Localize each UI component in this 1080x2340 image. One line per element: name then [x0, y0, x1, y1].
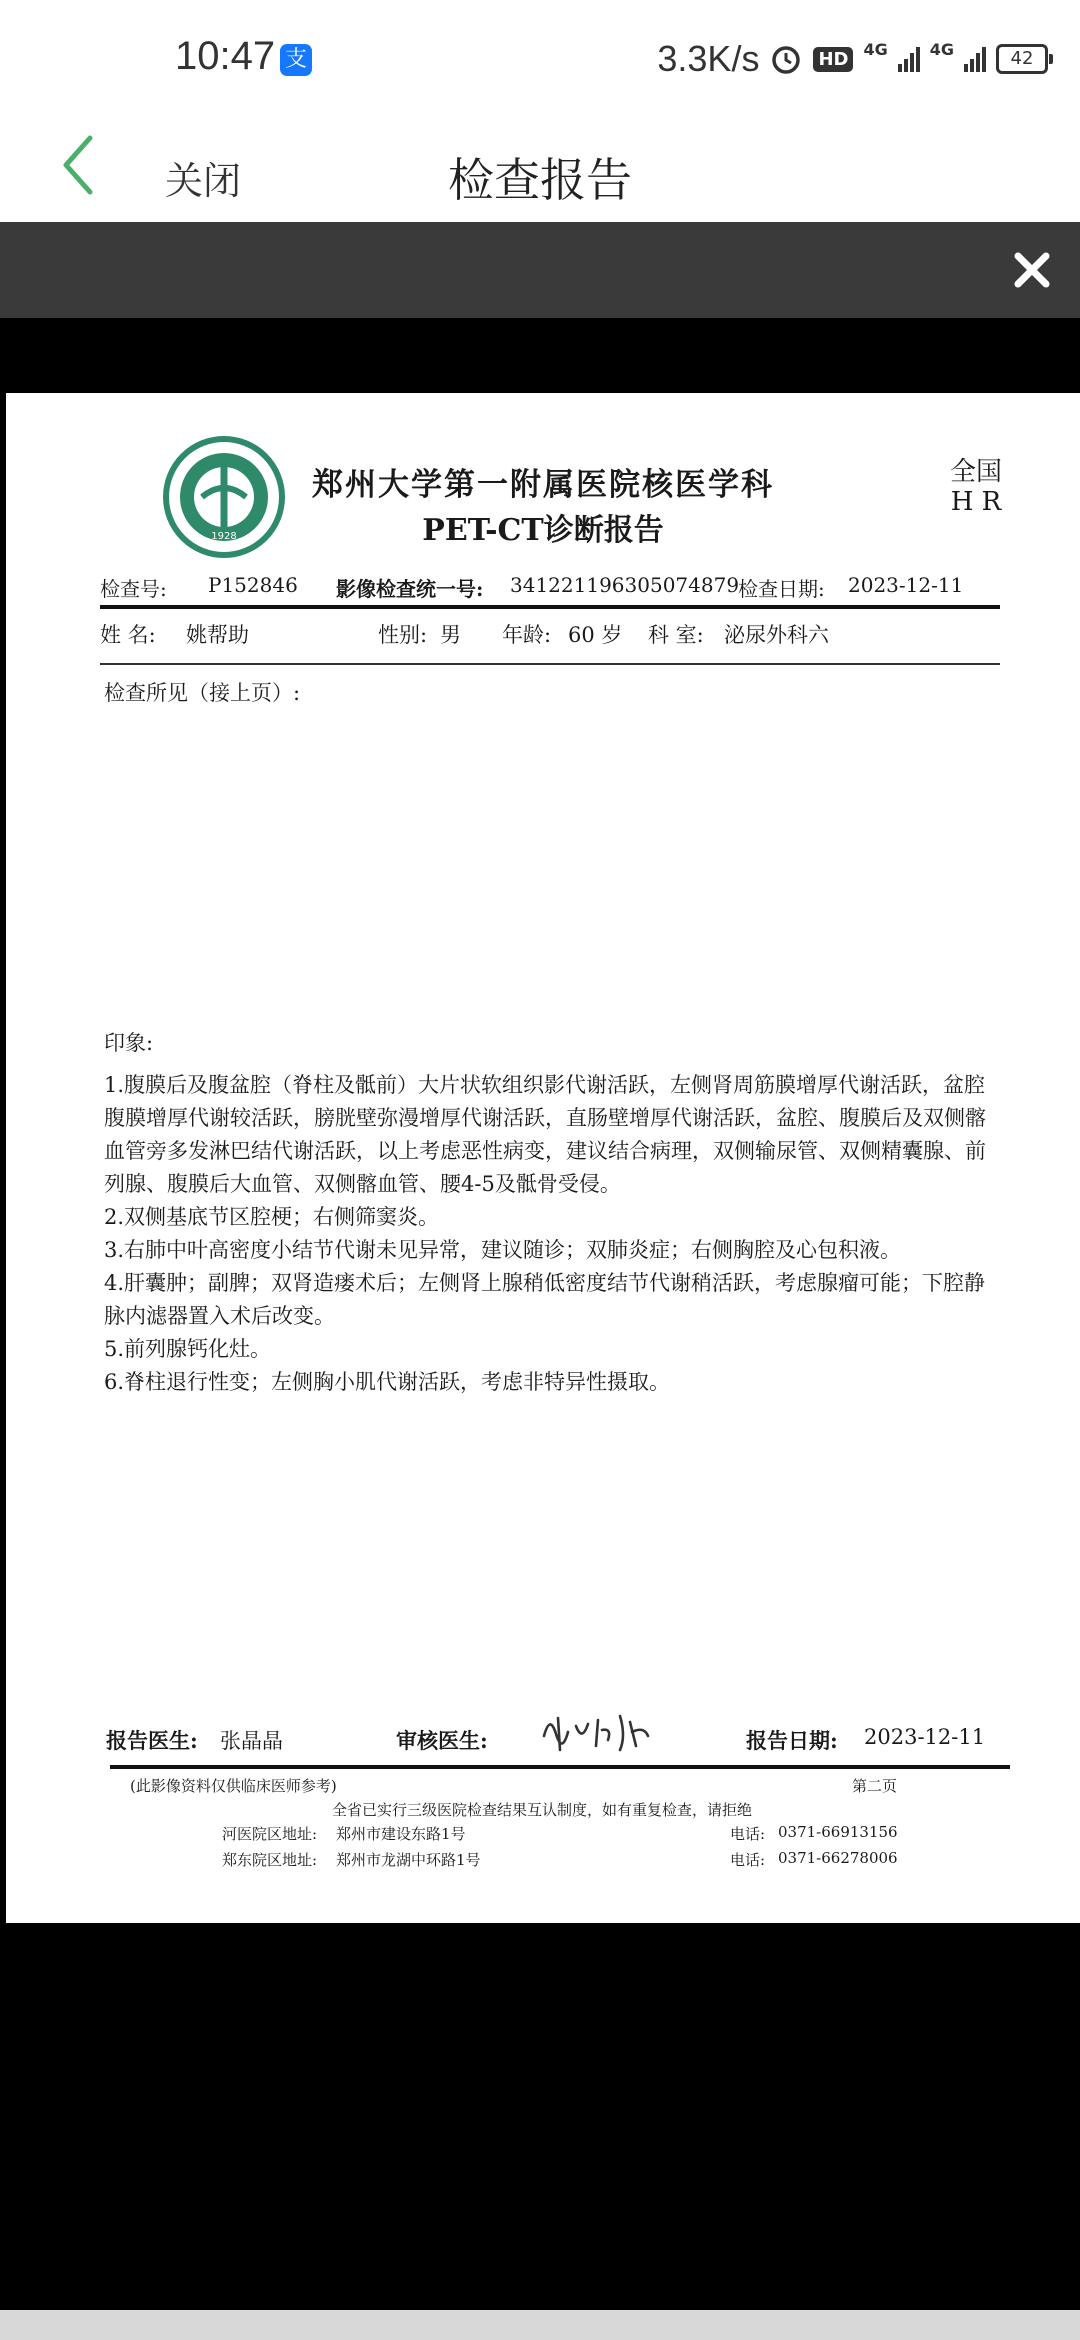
impression-list: [104, 1069, 1004, 1399]
close-viewer-icon[interactable]: [1006, 244, 1058, 296]
campus2-phone: 0371-66278006: [778, 1849, 898, 1867]
close-button[interactable]: 关闭: [165, 159, 242, 203]
corner-line-2: H R: [950, 487, 1002, 517]
battery-icon: 42: [996, 44, 1048, 74]
campus2-phone-label: 电话:: [730, 1851, 766, 1869]
findings-heading: 检查所见（接上页）:: [104, 681, 301, 705]
campus1-phone-label: 电话:: [730, 1825, 766, 1843]
report-document[interactable]: [6, 393, 1080, 1923]
divider: [100, 605, 1000, 609]
age-label: 年龄:: [502, 623, 552, 647]
report-date-label: 报告日期:: [746, 1728, 838, 1753]
report-doctor-label: 报告医生:: [106, 1728, 198, 1753]
impression-item: 3.右肺中叶高密度小结节代谢未见异常，建议随诊；双肺炎症；右侧胸腔及心包积液。: [104, 1238, 902, 1262]
image-id-label: 影像检查统一号:: [336, 577, 484, 601]
reviewer-signature: [536, 1706, 656, 1760]
campus1-address: 郑州市建设东路1号: [336, 1825, 466, 1843]
alipay-icon: 支: [280, 44, 312, 76]
impression-item: 5.前列腺钙化灶。: [104, 1337, 272, 1361]
title-bar: [0, 120, 1080, 222]
corner-mark: [950, 457, 1002, 517]
exam-date: 2023-12-11: [848, 573, 964, 597]
campus2-address: 郑州市龙湖中环路1号: [336, 1851, 481, 1869]
impression-item: 6.脊柱退行性变；左侧胸小肌代谢活跃，考虑非特异性摄取。: [104, 1370, 671, 1394]
image-id: 341221196305074879: [510, 573, 740, 597]
page-title: 检查报告: [448, 153, 632, 207]
exam-date-label: 检查日期:: [738, 577, 825, 601]
divider: [110, 1765, 1010, 1769]
exam-no: P152846: [208, 573, 298, 597]
network-type-1: 4G: [863, 39, 888, 59]
viewer-toolbar: [0, 222, 1080, 318]
campus1-phone: 0371-66913156: [778, 1823, 898, 1841]
campus1-label: 河医院区地址:: [222, 1825, 318, 1843]
impression-heading: 印象:: [104, 1031, 154, 1055]
status-icons: [657, 34, 1048, 84]
patient-name: 姚帮助: [186, 623, 249, 647]
logo-year: 1928: [211, 531, 237, 542]
name-label: 姓 名:: [100, 623, 156, 647]
gesture-bar: [0, 2310, 1080, 2340]
page-number: 第二页: [852, 1777, 898, 1795]
corner-line-1: 全国: [949, 457, 1002, 487]
department: 泌尿外科六: [724, 623, 829, 647]
footer-note: (此影像资料仅供临床医师参考): [130, 1777, 337, 1795]
sex-label: 性别:: [378, 623, 428, 647]
dept-label: 科 室:: [648, 623, 704, 647]
campus2-label: 郑东院区地址:: [222, 1851, 318, 1869]
impression-item: 2.双侧基底节区腔梗；右侧筛窦炎。: [104, 1205, 440, 1229]
report-date: 2023-12-11: [864, 1725, 986, 1749]
hd-icon: HD: [813, 47, 853, 72]
patient-age: 60 岁: [568, 623, 623, 647]
report-title: PET-CT诊断报告: [422, 513, 664, 548]
review-doctor-label: 审核医生:: [396, 1728, 488, 1753]
patient-sex: 男: [440, 623, 461, 647]
status-bar: [0, 0, 1080, 120]
report-doctor: 张晶晶: [220, 1729, 283, 1753]
signal-icon: [898, 46, 920, 72]
clock: 10:47: [175, 34, 276, 78]
hospital-name: 郑州大学第一附属医院核医学科: [312, 467, 774, 503]
net-speed: 3.3K/s: [657, 38, 760, 79]
network-type-2: 4G: [929, 39, 954, 59]
alarm-icon: [769, 42, 803, 76]
impression-item: 1.腹膜后及腹盆腔（脊柱及骶前）大片状软组织影代谢活跃，左侧肾周筋膜增厚代谢活跃，盆腔腹膜增厚代谢较活跃，膀胱壁弥漫增厚代谢活跃，直肠壁增厚代谢活跃，盆腔、腹膜后及双侧髂血管旁多发淋巴结代谢活跃，以上考虑恶性病变，建议结合病理，双侧输尿管、双侧精囊腺、前列腺、腹膜后大血管、双侧髂血管、腰4-5及骶骨受侵。: [104, 1073, 986, 1196]
signal-icon-2: [964, 46, 986, 72]
exam-no-label: 检查号:: [100, 577, 167, 601]
mutual-recognition-note: 全省已实行三级医院检查结果互认制度，如有重复检查，请拒绝: [332, 1801, 753, 1819]
divider: [100, 663, 1000, 665]
impression-item: 4.肝囊肿；副脾；双肾造瘘术后；左侧肾上腺稍低密度结节代谢稍活跃，考虑腺瘤可能；下腔静脉内滤器置入术后改变。: [104, 1271, 986, 1328]
